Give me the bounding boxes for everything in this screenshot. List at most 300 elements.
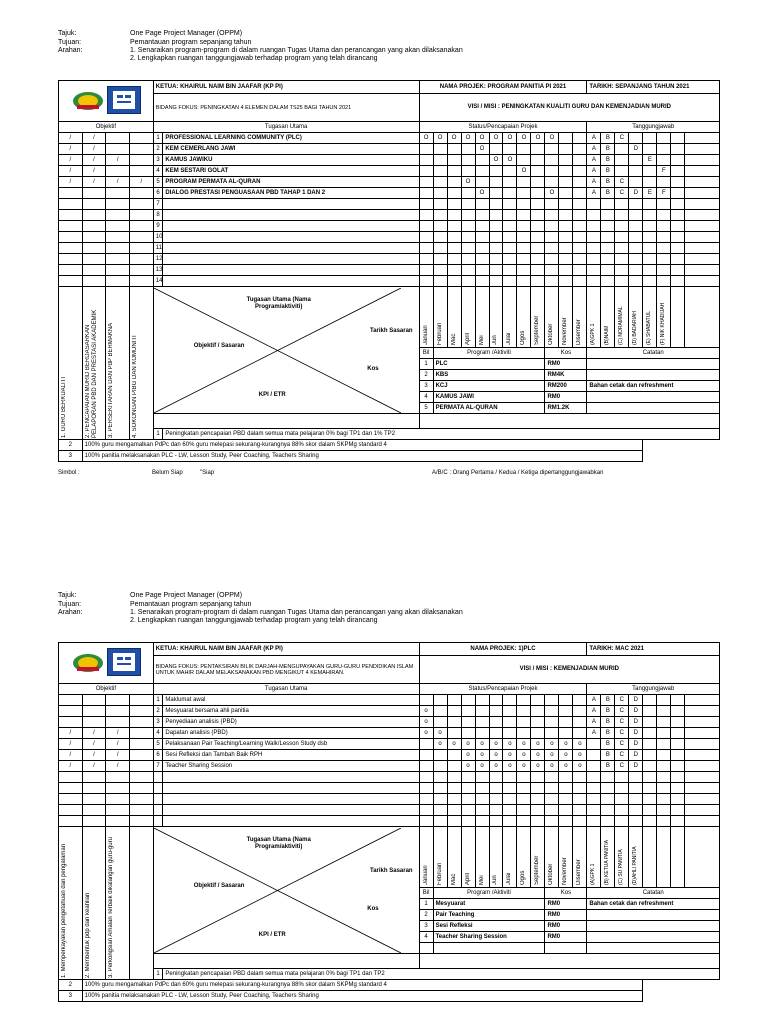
kpi-row (59, 451, 720, 462)
responsibility-mark (629, 133, 643, 144)
kpi-text: 100% panitia melaksanakan PLC - LW, Lesson Study, Peer Coaching, Teachers Sharing (82, 991, 643, 1002)
status-mark (447, 706, 461, 717)
responsible-person-label: (A)GPK 1 (587, 827, 601, 888)
responsibility-mark: C (615, 739, 629, 750)
responsibility-mark: A (587, 706, 601, 717)
objective-mark: / (59, 144, 83, 155)
status-mark (531, 794, 545, 805)
status-mark (489, 794, 503, 805)
task-row (59, 728, 720, 739)
objective-mark (59, 199, 83, 210)
task-number: 1 (153, 133, 163, 144)
x-matrix (153, 287, 419, 414)
status-mark (545, 695, 559, 706)
cost-program: PLC (433, 359, 545, 370)
responsibility-mark (671, 761, 685, 772)
responsibility-mark: C (615, 750, 629, 761)
task-number: 3 (153, 155, 163, 166)
responsibility-mark (657, 728, 671, 739)
tajuk-value: One Page Project Manager (OPPM) (130, 30, 243, 37)
kpi-text: 100% panitia melaksanakan PLC - LW, Lesson Study, Peer Coaching, Teachers Sharing (82, 451, 643, 462)
status-mark (489, 210, 503, 221)
status-mark: o (559, 739, 573, 750)
status-mark: o (531, 739, 545, 750)
status-mark (503, 166, 517, 177)
objective-mark: / (130, 177, 154, 188)
cost-number: 4 (419, 932, 433, 943)
status-mark: o (573, 750, 587, 761)
responsibility-mark (657, 772, 671, 783)
status-mark (573, 695, 587, 706)
status-mark (433, 783, 447, 794)
responsible-person-label: (C) NORAMIMAL (615, 287, 629, 348)
status-mark (517, 188, 531, 199)
objective-mark (130, 210, 154, 221)
status-mark: o (475, 761, 489, 772)
status-mark (475, 243, 489, 254)
blank-cell (419, 414, 719, 429)
responsible-person-label: (F) NIK KHADIJAH (657, 287, 671, 348)
status-mark: o (559, 761, 573, 772)
responsibility-mark (629, 794, 643, 805)
status-mark (573, 155, 587, 166)
objective-mark (82, 221, 106, 232)
status-mark (503, 265, 517, 276)
filler-cell (685, 805, 720, 816)
status-mark (531, 816, 545, 827)
status-mark (559, 265, 573, 276)
responsibility-mark (643, 816, 657, 827)
cost-program: Pair Teaching (433, 910, 545, 921)
month-label: April (461, 287, 475, 348)
responsibility-mark (587, 794, 601, 805)
status-mark: o (461, 761, 475, 772)
responsibility-mark (657, 783, 671, 794)
responsibility-mark: B (601, 144, 615, 155)
objective-mark: / (106, 728, 130, 739)
status-mark (531, 805, 545, 816)
responsibility-mark (643, 717, 657, 728)
status-mark (447, 199, 461, 210)
responsibility-mark (643, 265, 657, 276)
task-row (59, 276, 720, 287)
task-number: 4 (153, 166, 163, 177)
task-name (163, 772, 419, 783)
cost-note (587, 403, 720, 414)
month-label: Jun (489, 287, 503, 348)
status-mark (433, 144, 447, 155)
status-mark: O (545, 133, 559, 144)
responsibility-mark (671, 276, 685, 287)
cost-note (587, 932, 720, 943)
status-mark (545, 199, 559, 210)
objective-vertical: 2. Membentuk pdp dan keahlian (82, 827, 106, 980)
logo-cell (59, 81, 154, 122)
x-kos-label: Kos (367, 366, 379, 372)
objective-mark (106, 695, 130, 706)
status-mark (517, 265, 531, 276)
kpi-number: 2 (59, 440, 83, 451)
ketua-field: KETUA: KHAIRUL NAIM BIN JAAFAR (KP PI) (153, 643, 419, 656)
status-mark: o (475, 739, 489, 750)
objective-mark (59, 276, 83, 287)
task-row (59, 166, 720, 177)
status-mark (517, 177, 531, 188)
responsibility-mark (615, 232, 629, 243)
task-name: DIALOG PRESTASI PENGUASAAN PBD TAHAP 1 DAN 2 (163, 188, 419, 199)
status-header: Status/Pencapaian Projek (419, 122, 587, 133)
status-mark (433, 717, 447, 728)
task-name: Maklumat awal (163, 695, 419, 706)
responsibility-mark (629, 243, 643, 254)
status-mark (531, 232, 545, 243)
logo-cell (59, 643, 154, 684)
status-mark (531, 188, 545, 199)
month-label: November (559, 287, 573, 348)
objective-mark (82, 794, 106, 805)
status-mark (447, 728, 461, 739)
task-number: 7 (153, 199, 163, 210)
status-mark (559, 805, 573, 816)
objective-mark (130, 761, 154, 772)
status-mark (573, 254, 587, 265)
responsibility-mark: C (615, 706, 629, 717)
filler-cell (685, 761, 720, 772)
status-mark: o (433, 728, 447, 739)
responsibility-mark (671, 706, 685, 717)
oppm-sheet (58, 642, 720, 1002)
responsibility-mark (671, 133, 685, 144)
status-mark: O (545, 188, 559, 199)
status-mark (447, 221, 461, 232)
objective-mark (82, 188, 106, 199)
status-mark (573, 243, 587, 254)
status-mark (475, 695, 489, 706)
status-mark (531, 728, 545, 739)
kpi-number: 3 (59, 991, 83, 1002)
responsibility-mark (657, 155, 671, 166)
month-label: November (559, 827, 573, 888)
status-mark (433, 232, 447, 243)
responsibility-mark (657, 750, 671, 761)
legend-footer (58, 470, 720, 476)
task-number: 4 (153, 728, 163, 739)
status-mark (531, 254, 545, 265)
responsibility-mark (657, 761, 671, 772)
responsible-person-label (657, 827, 671, 888)
objective-mark: / (82, 177, 106, 188)
status-mark (559, 133, 573, 144)
objective-mark (59, 783, 83, 794)
status-mark (433, 695, 447, 706)
status-mark (419, 155, 433, 166)
filler-cell (685, 706, 720, 717)
status-mark (447, 232, 461, 243)
arahan-2: 2. Lengkapkan ruangan tanggungjawab terhadap program yang telah dirancang (130, 55, 378, 62)
objective-mark (130, 805, 154, 816)
status-mark (517, 243, 531, 254)
responsibility-mark (587, 232, 601, 243)
status-mark (559, 254, 573, 265)
status-mark: o (573, 739, 587, 750)
status-mark: o (545, 761, 559, 772)
objective-vertical: 1. Memperkayakan pengetahuan dan pengalaman (59, 827, 83, 980)
visi-misi: VISI / MISI : PENINGKATAN KUALITI GURU DAN KEMENJADIAN MURID (419, 94, 719, 122)
status-mark (531, 177, 545, 188)
status-mark: o (559, 750, 573, 761)
x-tarikh-label: Tarikh Sasaran (370, 868, 413, 874)
status-mark (461, 772, 475, 783)
responsibility-mark (657, 706, 671, 717)
responsibility-mark (643, 133, 657, 144)
status-mark (489, 717, 503, 728)
status-mark (433, 761, 447, 772)
status-mark (503, 772, 517, 783)
status-mark: O (517, 166, 531, 177)
status-mark (447, 166, 461, 177)
status-mark (559, 221, 573, 232)
kpi-number: 3 (59, 451, 83, 462)
status-mark (517, 695, 531, 706)
task-row (59, 177, 720, 188)
status-mark (419, 166, 433, 177)
status-mark (545, 144, 559, 155)
objective-mark (106, 188, 130, 199)
responsibility-mark (629, 816, 643, 827)
objective-mark (130, 155, 154, 166)
cost-note (587, 359, 720, 370)
filler-cell (685, 816, 720, 827)
cost-number: 5 (419, 403, 433, 414)
status-mark (573, 816, 587, 827)
status-mark: o (419, 728, 433, 739)
responsibility-mark (643, 276, 657, 287)
task-number: 2 (153, 706, 163, 717)
objective-mark (59, 210, 83, 221)
responsibility-mark (587, 276, 601, 287)
month-label: Oktober (545, 827, 559, 888)
responsibility-mark (671, 805, 685, 816)
abc-legend: A/B/C : Orang Pertama / Kedua / Ketiga dipertanggungjawabkan (432, 470, 604, 476)
status-mark (475, 254, 489, 265)
objective-mark (106, 265, 130, 276)
responsibility-mark (587, 254, 601, 265)
objective-mark (82, 717, 106, 728)
status-mark (545, 177, 559, 188)
responsibility-mark (671, 221, 685, 232)
objective-mark: / (82, 166, 106, 177)
responsibility-mark: D (629, 739, 643, 750)
status-mark (489, 265, 503, 276)
x-tugasan-label: Tugasan Utama (Nama Program/aktiviti) (246, 837, 311, 850)
responsibility-mark (601, 276, 615, 287)
filler-cell (685, 783, 720, 794)
status-mark (489, 695, 503, 706)
oppm-table (58, 642, 720, 1002)
status-mark (503, 695, 517, 706)
objective-mark (82, 783, 106, 794)
responsibility-mark (657, 221, 671, 232)
status-mark (433, 177, 447, 188)
status-mark (447, 717, 461, 728)
status-mark: o (517, 739, 531, 750)
status-mark (559, 794, 573, 805)
responsibility-mark (643, 805, 657, 816)
status-mark (447, 276, 461, 287)
status-mark: o (489, 761, 503, 772)
task-name: Penyediaan analisis (PBD) (163, 717, 419, 728)
status-mark: O (419, 133, 433, 144)
kos-header: Kos (545, 348, 587, 359)
objective-mark: / (82, 155, 106, 166)
status-mark (461, 221, 475, 232)
status-mark (517, 728, 531, 739)
status-mark (475, 805, 489, 816)
filler-cell (685, 772, 720, 783)
status-mark (447, 794, 461, 805)
status-mark (573, 706, 587, 717)
responsibility-mark (657, 254, 671, 265)
objective-mark (106, 199, 130, 210)
objective-mark (82, 232, 106, 243)
cost-note: Bahan cetak dan refreshment (587, 381, 720, 392)
month-label: Ogos (517, 827, 531, 888)
status-mark (545, 772, 559, 783)
task-name (163, 783, 419, 794)
status-mark (475, 276, 489, 287)
responsibility-mark (657, 243, 671, 254)
status-mark (433, 155, 447, 166)
task-number: 10 (153, 232, 163, 243)
responsibility-mark: C (615, 728, 629, 739)
status-mark (475, 221, 489, 232)
responsibility-mark: D (629, 144, 643, 155)
responsibility-mark (615, 199, 629, 210)
status-mark (461, 717, 475, 728)
filler-cell (685, 188, 720, 199)
responsibility-mark: A (587, 133, 601, 144)
status-mark (503, 717, 517, 728)
objective-mark (59, 265, 83, 276)
status-mark (447, 805, 461, 816)
status-mark (573, 794, 587, 805)
status-mark (559, 706, 573, 717)
responsibility-mark (629, 772, 643, 783)
objective-mark (59, 254, 83, 265)
objective-mark (130, 243, 154, 254)
status-mark (419, 739, 433, 750)
arahan-1: 1. Senaraikan program-program di dalam ruangan Tugas Utama dan perancangan yang akan dilaksanakan (130, 609, 463, 616)
task-name: PROFESSIONAL LEARNING COMMUNITY (PLC) (163, 133, 419, 144)
task-number (153, 805, 163, 816)
objective-mark (59, 188, 83, 199)
responsibility-mark: B (601, 717, 615, 728)
status-mark (419, 199, 433, 210)
status-mark (545, 794, 559, 805)
cost-number: 1 (419, 359, 433, 370)
objective-mark: / (59, 761, 83, 772)
status-mark (545, 243, 559, 254)
status-mark (419, 144, 433, 155)
catatan-header: Catatan (587, 348, 720, 359)
objective-mark (106, 783, 130, 794)
responsibility-mark (629, 199, 643, 210)
status-mark: o (489, 739, 503, 750)
responsibility-mark (643, 177, 657, 188)
status-mark: o (419, 706, 433, 717)
task-row (59, 783, 720, 794)
filler-cell (685, 232, 720, 243)
responsibility-mark (587, 210, 601, 221)
responsibility-mark: D (629, 717, 643, 728)
objective-mark: / (82, 750, 106, 761)
status-mark (559, 243, 573, 254)
status-mark (503, 144, 517, 155)
responsibility-mark (671, 695, 685, 706)
cost-number: 3 (419, 921, 433, 932)
task-name (163, 794, 419, 805)
status-mark (503, 805, 517, 816)
status-mark (475, 210, 489, 221)
status-mark (559, 177, 573, 188)
task-row (59, 243, 720, 254)
cost-note (587, 943, 720, 954)
status-mark (503, 232, 517, 243)
objective-mark (59, 794, 83, 805)
filler-cell (685, 695, 720, 706)
objective-mark (130, 717, 154, 728)
status-mark (503, 276, 517, 287)
filler-cell (685, 221, 720, 232)
task-row (59, 805, 720, 816)
responsibility-mark (671, 739, 685, 750)
objective-mark (130, 133, 154, 144)
responsibility-mark: A (587, 166, 601, 177)
responsibility-mark (615, 221, 629, 232)
filler-cell (685, 728, 720, 739)
objective-vertical: 1. GURU BERKUALITI (59, 287, 83, 440)
school-logo-icon (107, 648, 141, 676)
catatan-header: Catatan (587, 888, 720, 899)
objective-mark: / (59, 739, 83, 750)
task-row (59, 232, 720, 243)
objective-mark: / (82, 739, 106, 750)
task-number (153, 772, 163, 783)
responsibility-mark (615, 155, 629, 166)
objective-mark (106, 805, 130, 816)
responsibility-mark (643, 221, 657, 232)
status-mark (489, 144, 503, 155)
status-mark (545, 816, 559, 827)
cost-program: PERMATA AL-QURAN (433, 403, 545, 414)
status-mark (433, 805, 447, 816)
month-label: Mac (447, 827, 461, 888)
ministry-logo-icon (71, 651, 105, 675)
project-date: TARIKH: MAC 2021 (587, 643, 720, 656)
status-mark (503, 243, 517, 254)
status-mark (573, 728, 587, 739)
responsibility-mark (615, 276, 629, 287)
responsibility-mark: C (615, 717, 629, 728)
responsibility-mark (601, 232, 615, 243)
status-mark (461, 166, 475, 177)
status-mark (503, 221, 517, 232)
status-mark (433, 188, 447, 199)
status-mark (559, 199, 573, 210)
responsibility-mark (629, 265, 643, 276)
kos-header: Kos (545, 888, 587, 899)
status-mark: o (419, 717, 433, 728)
